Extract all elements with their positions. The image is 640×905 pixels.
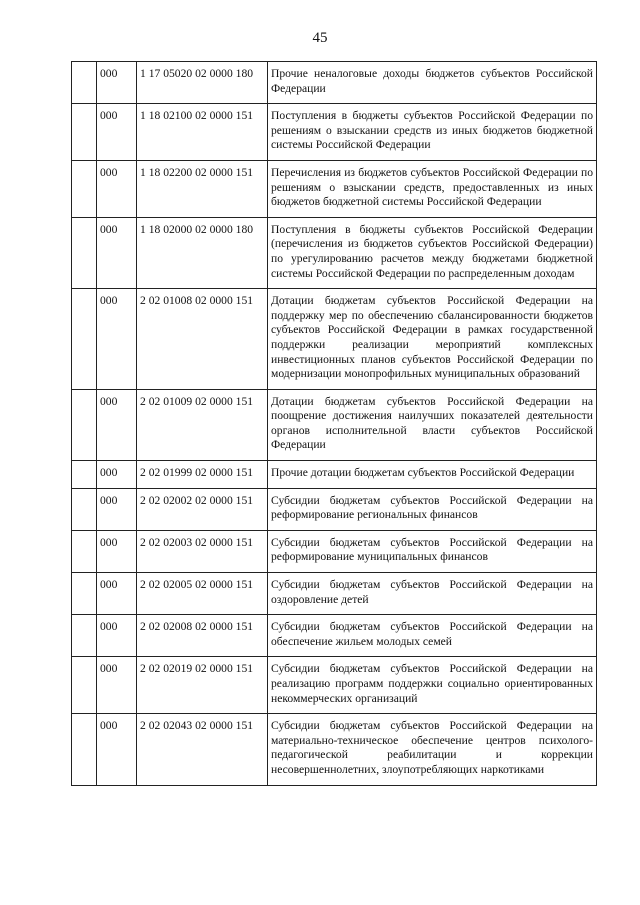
budget-classification-table — [71, 61, 597, 786]
admin-code-cell: 000 — [97, 461, 137, 489]
row-margin-cell — [72, 104, 97, 161]
table-row — [72, 615, 597, 657]
income-name-cell: Прочие неналоговые доходы бюджетов субъектов Российской Федерации — [268, 62, 597, 104]
income-name-cell: Поступления в бюджеты субъектов Российской Федерации (перечисления из бюджетов субъектов Российской Федерации) по урегулированию расчетов между бюджетами бюджетной системы Российской Федерации по распределенным доходам — [268, 217, 597, 288]
budget-code-cell: 2 02 02003 02 0000 151 — [137, 530, 268, 572]
budget-code-cell: 1 18 02100 02 0000 151 — [137, 104, 268, 161]
admin-code-cell: 000 — [97, 573, 137, 615]
budget-code-cell: 2 02 02019 02 0000 151 — [137, 657, 268, 714]
income-name-cell: Субсидии бюджетам субъектов Российской Федерации на оздоровление детей — [268, 573, 597, 615]
admin-code-cell: 000 — [97, 217, 137, 288]
budget-code-cell: 2 02 02008 02 0000 151 — [137, 615, 268, 657]
row-margin-cell — [72, 160, 97, 217]
table-body — [72, 62, 597, 786]
budget-code-cell: 2 02 02002 02 0000 151 — [137, 488, 268, 530]
admin-code-cell: 000 — [97, 615, 137, 657]
admin-code-cell: 000 — [97, 488, 137, 530]
row-margin-cell — [72, 389, 97, 460]
table-row — [72, 62, 597, 104]
table-row — [72, 160, 597, 217]
admin-code-cell: 000 — [97, 62, 137, 104]
budget-code-cell: 1 18 02000 02 0000 180 — [137, 217, 268, 288]
row-margin-cell — [72, 657, 97, 714]
table-row — [72, 104, 597, 161]
budget-code-cell: 2 02 01999 02 0000 151 — [137, 461, 268, 489]
income-name-cell: Субсидии бюджетам субъектов Российской Федерации на реализацию программ поддержки социально ориентированных некоммерческих организаций — [268, 657, 597, 714]
income-name-cell: Субсидии бюджетам субъектов Российской Федерации на реформирование региональных финансов — [268, 488, 597, 530]
admin-code-cell: 000 — [97, 104, 137, 161]
table-row — [72, 488, 597, 530]
row-margin-cell — [72, 461, 97, 489]
page-number: 45 — [312, 30, 328, 46]
row-margin-cell — [72, 714, 97, 785]
admin-code-cell: 000 — [97, 389, 137, 460]
admin-code-cell: 000 — [97, 160, 137, 217]
row-margin-cell — [72, 488, 97, 530]
income-name-cell: Дотации бюджетам субъектов Российской Федерации на поддержку мер по обеспечению сбалансированности бюджетов субъектов Российской Федерации в рамках государственной поддержки реализации мероприятий комплексных инвестиционных планов субъектов Российской Федерации по модернизации монопрофильных муниципальных образований — [268, 289, 597, 390]
budget-code-cell: 2 02 01008 02 0000 151 — [137, 289, 268, 390]
budget-code-cell: 1 17 05020 02 0000 180 — [137, 62, 268, 104]
table-row — [72, 461, 597, 489]
admin-code-cell: 000 — [97, 657, 137, 714]
admin-code-cell: 000 — [97, 530, 137, 572]
budget-code-cell: 2 02 01009 02 0000 151 — [137, 389, 268, 460]
income-name-cell: Дотации бюджетам субъектов Российской Федерации на поощрение достижения наилучших показателей деятельности органов исполнительной власти субъектов Российской Федерации — [268, 389, 597, 460]
table-row — [72, 389, 597, 460]
income-name-cell: Субсидии бюджетам субъектов Российской Федерации на обеспечение жильем молодых семей — [268, 615, 597, 657]
row-margin-cell — [72, 573, 97, 615]
budget-code-cell: 2 02 02043 02 0000 151 — [137, 714, 268, 785]
row-margin-cell — [72, 217, 97, 288]
budget-code-cell: 2 02 02005 02 0000 151 — [137, 573, 268, 615]
row-margin-cell — [72, 289, 97, 390]
admin-code-cell: 000 — [97, 289, 137, 390]
budget-code-cell: 1 18 02200 02 0000 151 — [137, 160, 268, 217]
income-name-cell: Перечисления из бюджетов субъектов Российской Федерации по решениям о взыскании средств, предоставленных из иных бюджетов бюджетной системы Российской Федерации — [268, 160, 597, 217]
admin-code-cell: 000 — [97, 714, 137, 785]
row-margin-cell — [72, 62, 97, 104]
income-name-cell: Прочие дотации бюджетам субъектов Российской Федерации — [268, 461, 597, 489]
table-row — [72, 289, 597, 390]
table-row — [72, 573, 597, 615]
table-row — [72, 657, 597, 714]
table-row — [72, 217, 597, 288]
table-row — [72, 530, 597, 572]
table-row — [72, 714, 597, 785]
row-margin-cell — [72, 615, 97, 657]
row-margin-cell — [72, 530, 97, 572]
income-name-cell: Субсидии бюджетам субъектов Российской Федерации на реформирование муниципальных финансов — [268, 530, 597, 572]
income-name-cell: Субсидии бюджетам субъектов Российской Федерации на материально-техническое обеспечение центров психолого-педагогической реабилитации и коррекции несовершеннолетних, злоупотребляющих наркотиками — [268, 714, 597, 785]
income-name-cell: Поступления в бюджеты субъектов Российской Федерации по решениям о взыскании средств из иных бюджетов бюджетной системы Российской Федерации — [268, 104, 597, 161]
